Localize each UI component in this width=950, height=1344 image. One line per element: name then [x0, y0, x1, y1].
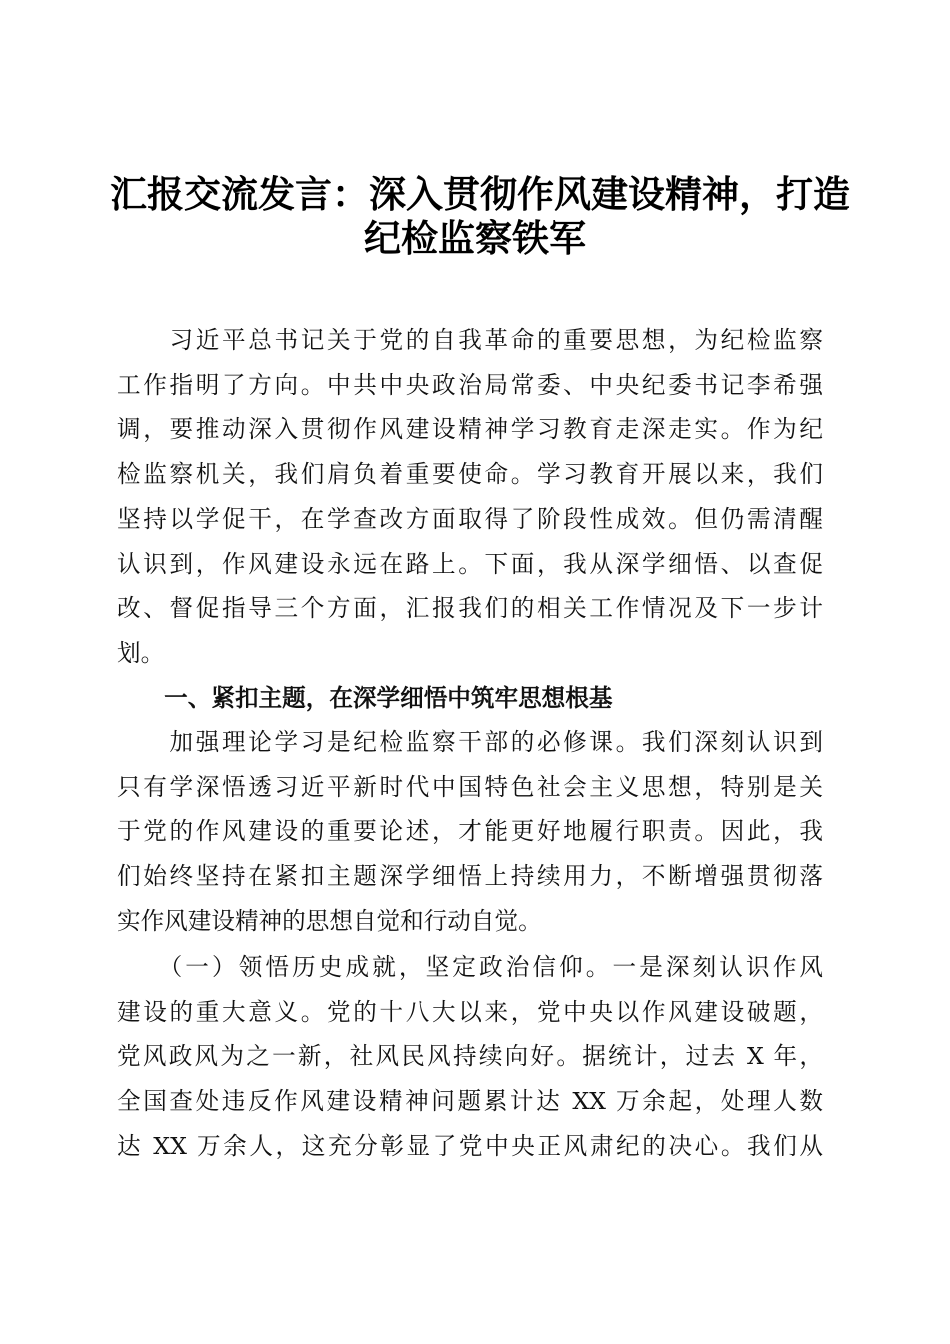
- subsection-1-paragraph: [117, 945, 823, 1169]
- intro-paragraph: [117, 318, 823, 676]
- section-heading-text: 一、紧扣主题，在深学细悟中筑牢思想根基: [117, 684, 613, 712]
- paragraph-line: 于党的作风建设的重要论述，才能更好地履行职责。因此，我: [117, 817, 823, 846]
- paragraph-line: 达 XX 万余人，这充分彰显了党中央正风肃纪的决心。我们从: [117, 1131, 823, 1160]
- paragraph-line: 加强理论学习是纪检监察干部的必修课。我们深刻认识到: [117, 728, 823, 756]
- title-line-1: 汇报交流发言：深入贯彻作风建设精神，打造: [110, 172, 850, 216]
- intro-line: 工作指明了方向。中共中央政治局常委、中央纪委书记李希强: [117, 370, 823, 399]
- intro-line: 坚持以学促干，在学查改方面取得了阶段性成效。但仍需清醒: [117, 504, 823, 533]
- intro-line: 认识到，作风建设永远在路上。下面，我从深学细悟、以查促: [117, 549, 823, 578]
- section-1-paragraph: [117, 720, 823, 944]
- intro-line: 划。: [117, 638, 165, 667]
- paragraph-line: 实作风建设精神的思想自觉和行动自觉。: [117, 906, 542, 935]
- intro-line: 检监察机关，我们肩负着重要使命。学习教育开展以来，我们: [117, 460, 823, 489]
- paragraph-line: 全国查处违反作风建设精神问题累计达 XX 万余起，处理人数: [117, 1087, 823, 1116]
- paragraph-line: 党风政风为之一新，社风民风持续向好。据统计，过去 X 年，: [117, 1042, 823, 1071]
- paragraph-line: 们始终坚持在紧扣主题深学细悟上持续用力，不断增强贯彻落: [117, 862, 823, 891]
- paragraph-line: 建设的重大意义。党的十八大以来，党中央以作风建设破题，: [117, 997, 823, 1026]
- paragraph-line: 只有学深悟透习近平新时代中国特色社会主义思想，特别是关: [117, 772, 823, 801]
- document-title: [110, 172, 850, 260]
- intro-line: 习近平总书记关于党的自我革命的重要思想，为纪检监察: [117, 326, 823, 354]
- intro-line: 调，要推动深入贯彻作风建设精神学习教育走深走实。作为纪: [117, 415, 823, 444]
- intro-line: 改、督促指导三个方面，汇报我们的相关工作情况及下一步计: [117, 594, 823, 623]
- paragraph-line: （一）领悟历史成就，坚定政治信仰。一是深刻认识作风: [117, 953, 823, 981]
- title-line-2: 纪检监察铁军: [364, 216, 586, 260]
- section-heading-1: [117, 676, 823, 721]
